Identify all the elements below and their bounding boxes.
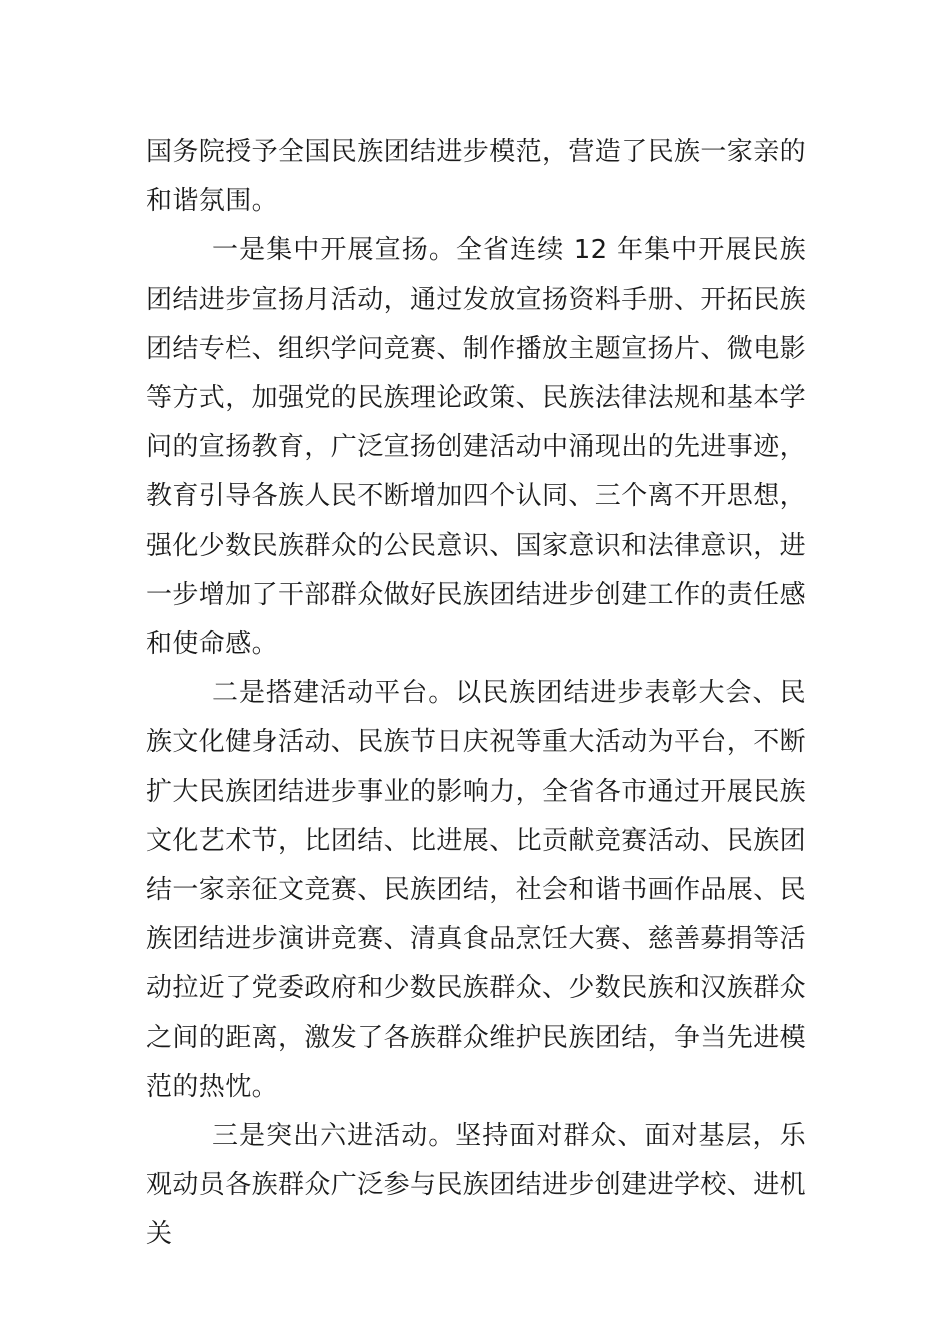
paragraph-activity-platform: 二是搭建活动平台。以民族团结进步表彰大会、民族文化健身活动、民族节日庆祝等重大活动为平台，不断扩大民族团结进步事业的影响力，全省各市通过开展民族文化艺术节，比团结、比进展、比贡献竞赛活动、民族团结一家亲征文竞赛、民族团结，社会和谐书画作品展、民族团结进步演讲竞赛、清真食品烹饪大赛、慈善募捐等活动拉近了党委政府和少数民族群众、少数民族和汉族群众之间的距离，激发了各族群众维护民族团结，争当先进模范的热忱。 (146, 678, 807, 1102)
paragraph-publicity: 一是集中开展宣扬。全省连续 12 年集中开展民族团结进步宣扬月活动，通过发放宣扬资料手册、开拓民族团结专栏、组织学问竞赛、制作播放主题宣扬片、微电影等方式，加强党的民族理论政策、民族法律法规和基本学问的宣扬教育，广泛宣扬创建活动中涌现出的先进事迹，教育引导各族人民不断增加四个认同、三个离不开思想，强化少数民族群众的公民意识、国家意识和法律意识，进一步增加了干部群众做好民族团结进步创建工作的责任感和使命感。 (146, 235, 807, 660)
paragraph-six-entries: 三是突出六进活动。坚持面对群众、面对基层，乐观动员各族群众广泛参与民族团结进步创建进学校、进机关 (146, 1121, 807, 1250)
document-body (146, 128, 806, 1260)
paragraph-continuation: 国务院授予全国民族团结进步模范，营造了民族一家亲的和谐氛围。 (146, 137, 807, 217)
